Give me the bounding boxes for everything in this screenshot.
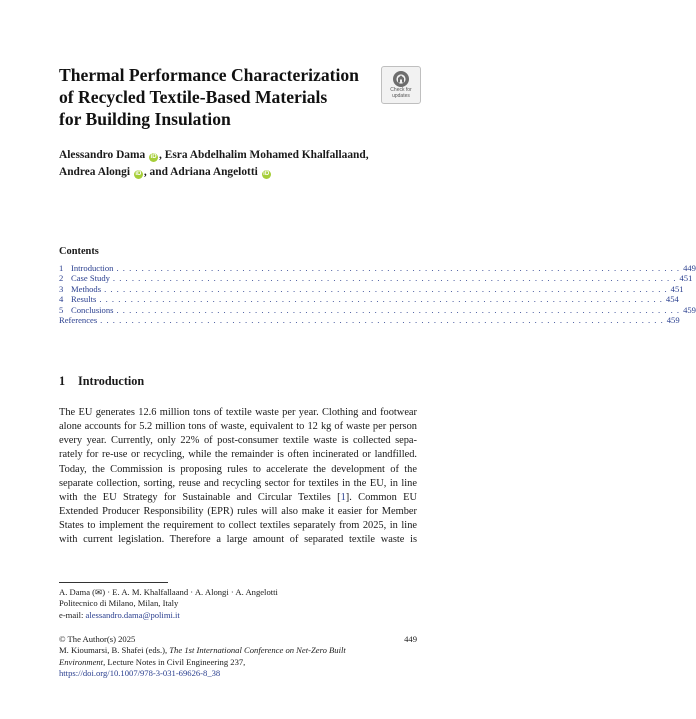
author-name: Andrea Alongi xyxy=(59,166,130,178)
toc-leader: . . . . . . . . . . . . . . . . . . . . . . . . . . . . . . . . . . . . . . . . . . . . . . . . . . . . . . . . . . . . . . . . . . . . . . . . . . . . . . . . . . . . . . . . . . xyxy=(99,294,663,305)
section-number: 1 xyxy=(59,374,66,388)
toc-label: Conclusions xyxy=(71,304,114,315)
proceedings-title-cont: Environment xyxy=(59,656,104,667)
toc-entry-methods[interactable] xyxy=(59,283,684,294)
toc-number: 5 xyxy=(59,304,64,315)
toc-entry-results[interactable] xyxy=(59,294,679,305)
email-link[interactable]: alessandro.dama@polimi.it xyxy=(85,609,180,620)
author-list xyxy=(59,147,419,181)
citation-link[interactable]: 1 xyxy=(340,491,346,503)
author-name: Alessandro Dama xyxy=(59,149,146,161)
section-title: Introduction xyxy=(78,374,145,388)
section-heading xyxy=(59,374,144,389)
toc-page: 449 xyxy=(683,263,696,273)
author-name: , Esra Abdelhalim Mohamed Khalfallaand, xyxy=(159,149,369,161)
body-line: Extended Producer Responsibility (EPR) rules will also make it easier for Member xyxy=(59,505,417,517)
toc-leader: . . . . . . . . . . . . . . . . . . . . . . . . . . . . . . . . . . . . . . . . . . . . . . . . . . . . . . . . . . . . . . . . . . . . . . . . . . . . . . . . . . . . . . . . . . xyxy=(104,283,668,294)
body-line: every year. Currently, only 22% of post-consumer textile waste is collected sepa- xyxy=(59,435,417,447)
toc-page: 451 xyxy=(670,283,684,294)
body-line: alone accounts for 5.2 million tons of waste, equivalent to 12 kg of waste per person xyxy=(59,421,417,433)
email-label: e-mail: xyxy=(59,609,86,620)
toc-number: 4 xyxy=(59,294,64,305)
toc-label: References xyxy=(59,314,98,325)
toc-number: 1 xyxy=(59,263,64,273)
toc-page: 459 xyxy=(666,314,680,325)
page-number: 449 xyxy=(404,634,417,644)
body-line: rately for re-use or recycling, while the remainder is often incinerated or landfilled. xyxy=(59,449,417,461)
body-line: separate collection, sorting, reuse and recycling sector for textiles in the EU, in line xyxy=(59,477,417,489)
toc-entry-references[interactable] xyxy=(59,314,680,325)
toc-entry-introduction[interactable] xyxy=(59,263,696,273)
crossmark-icon xyxy=(392,70,410,88)
footnote-divider xyxy=(59,582,168,583)
body-text-fragment: ]. Common EU xyxy=(345,491,417,503)
citation-info-line-2 xyxy=(59,657,417,668)
contents-heading: Contents xyxy=(59,246,99,257)
proceedings-title: The 1st International Conference on Net-Zero Built xyxy=(169,645,346,656)
badge-label-1: Check for xyxy=(390,87,412,93)
badge-label-2: updates xyxy=(392,92,410,99)
toc-leader: . . . . . . . . . . . . . . . . . . . . . . . . . . . . . . . . . . . . . . . . . . . . . . . . . . . . . . . . . . . . . . . . . . . . . . . . . . . . . . . . . . . . . . . . . . xyxy=(116,263,681,273)
toc-number: 2 xyxy=(59,273,64,284)
toc-leader: . . . . . . . . . . . . . . . . . . . . . . . . . . . . . . . . . . . . . . . . . . . . . . . . . . . . . . . . . . . . . . . . . . . . . . . . . . . . . . . . . . . . . . . . . . xyxy=(112,273,677,284)
orcid-icon[interactable]: iD xyxy=(135,171,142,177)
table-of-contents xyxy=(59,263,696,325)
orcid-icon[interactable]: iD xyxy=(263,171,270,177)
affiliation-footnote xyxy=(59,587,417,621)
title-line-1: Thermal Performance Characterization xyxy=(59,65,359,85)
footnote-email-line xyxy=(59,610,417,621)
toc-entry-conclusions[interactable] xyxy=(59,304,696,315)
toc-page: 454 xyxy=(665,294,679,305)
body-line: with current legislation. Therefore a large amount of separated textile waste is xyxy=(59,534,417,546)
toc-page: 451 xyxy=(679,273,693,284)
body-line: The EU generates 12.6 million tons of textile waste per year. Clothing and footwear xyxy=(59,407,417,418)
series-info: , Lecture Notes in Civil Engineering 237, xyxy=(103,656,246,667)
toc-leader: . . . . . . . . . . . . . . . . . . . . . . . . . . . . . . . . . . . . . . . . . . . . . . . . . . . . . . . . . . . . . . . . . . . . . . . . . . . . . . . . . . . . . . . . . . xyxy=(100,314,664,325)
title-line-2: of Recycled Textile-Based Materials xyxy=(59,87,328,107)
body-paragraph xyxy=(59,406,417,547)
editors: M. Kioumarsi, B. Shafei (eds.), xyxy=(59,645,170,656)
body-text-fragment: with the EU Strategy for Sustainable and Circular Textiles [ xyxy=(59,491,341,503)
author-name: , and Adriana Angelotti xyxy=(143,166,258,178)
toc-label: Methods xyxy=(71,283,102,294)
toc-label: Case Study xyxy=(71,273,110,284)
title-line-3: for Building Insulation xyxy=(59,109,231,129)
body-line-with-citation xyxy=(59,491,417,505)
citation-info-line xyxy=(59,645,417,656)
paper-title xyxy=(59,64,369,130)
toc-leader: . . . . . . . . . . . . . . . . . . . . . . . . . . . . . . . . . . . . . . . . . . . . . . . . . . . . . . . . . . . . . . . . . . . . . . . . . . . . . . . . . . . . . . . . . . xyxy=(116,304,681,315)
check-for-updates-badge[interactable] xyxy=(381,66,421,104)
doi-link[interactable]: https://doi.org/10.1007/978-3-031-69626-8_38 xyxy=(59,668,221,679)
copyright-block xyxy=(59,634,417,680)
toc-number: 3 xyxy=(59,283,64,294)
toc-entry-case-study[interactable] xyxy=(59,273,693,284)
copyright-line: © The Author(s) 2025 xyxy=(59,634,136,644)
footnote-affiliation: Politecnico di Milano, Milan, Italy xyxy=(59,598,179,609)
toc-page: 459 xyxy=(683,304,696,315)
toc-label: Results xyxy=(71,294,97,305)
body-line: States to implement the requirement to collect textiles separately from 2025, in line xyxy=(59,520,417,532)
toc-label: Introduction xyxy=(71,263,114,273)
footnote-authors: A. Dama (✉) · E. A. M. Khalfallaand · A. Alongi · A. Angelotti xyxy=(59,587,278,597)
body-line: Today, the Commission is proposing rules to accelerate the development of the xyxy=(59,463,417,475)
orcid-icon[interactable]: iD xyxy=(150,154,157,160)
